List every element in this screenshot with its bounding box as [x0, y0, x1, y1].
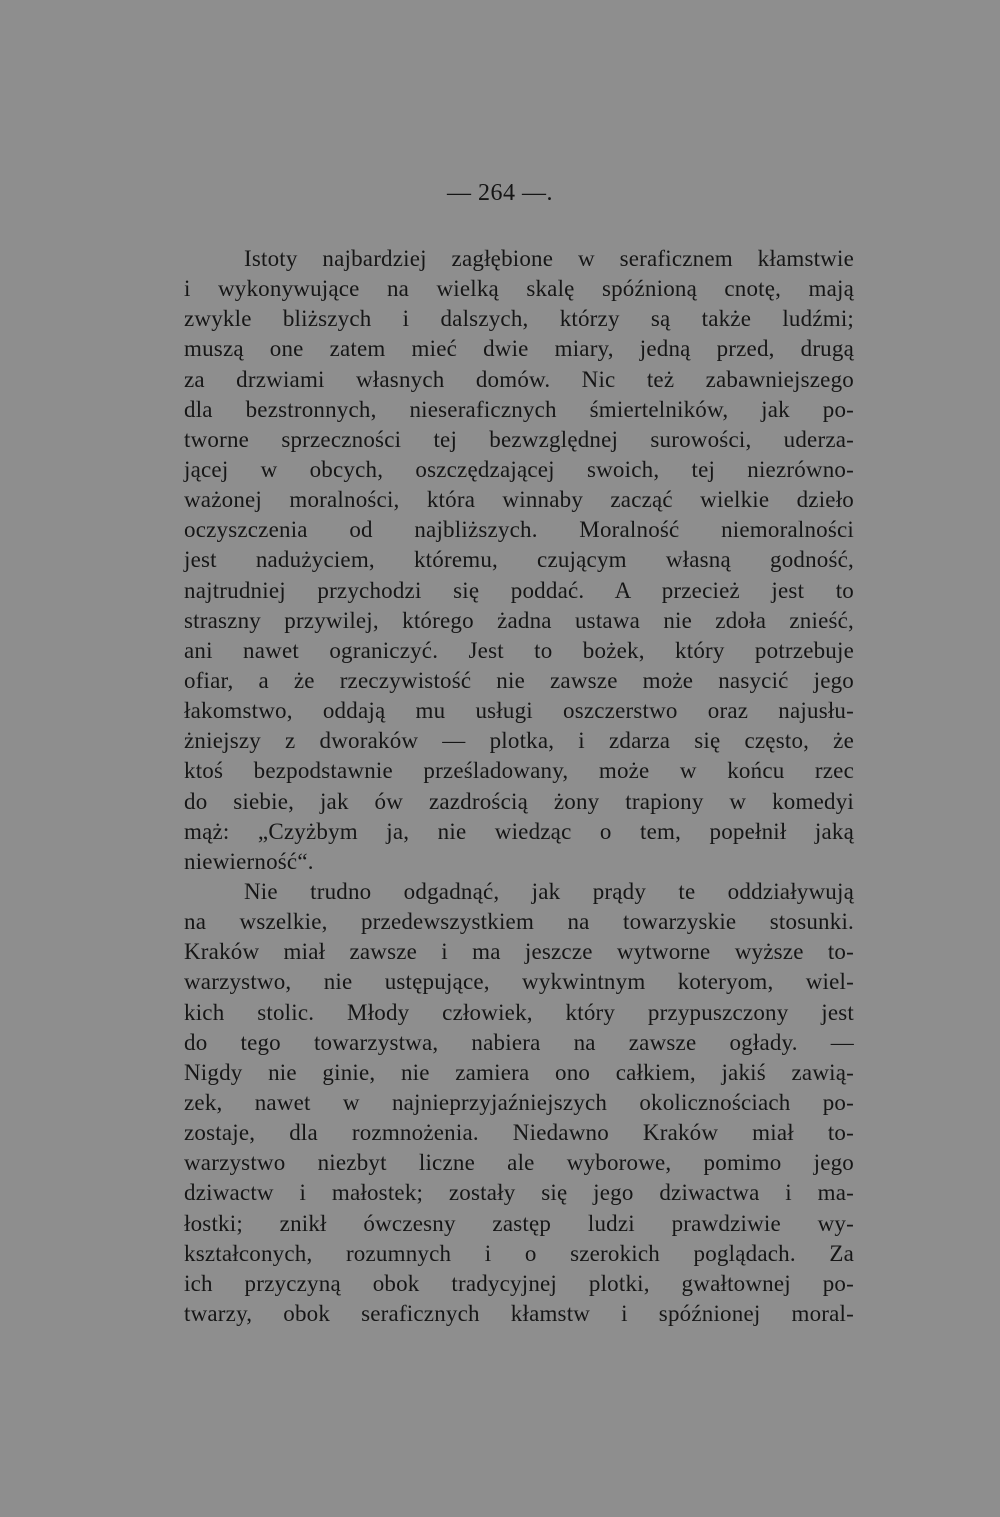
paragraph [184, 244, 854, 877]
text-line: oczyszczenia od najbliższych. Moralność niemoralności [184, 517, 854, 543]
text-line: do tego towarzystwa, nabiera na zawsze ogłady. — [184, 1029, 854, 1055]
text-line: kich stolic. Młody człowiek, który przypuszczony jest [184, 999, 854, 1025]
text-line: warzystwo niezbyt liczne ale wyborowe, pomimo jego [184, 1150, 854, 1176]
text-line: Istoty najbardziej zagłębione w seraficznem kłamstwie [244, 246, 854, 271]
text-line: mąż: „Czyżbym ja, nie wiedząc o tem, popełnił jaką [184, 818, 854, 844]
text-line: Nie trudno odgadnąć, jak prądy te oddziaływują [244, 878, 854, 904]
text-line: Kraków miał zawsze i ma jeszcze wytworne wyższe to- [184, 939, 854, 965]
text-line: na wszelkie, przedewszystkiem na towarzyskie stosunki. [184, 909, 854, 935]
text-line: ich przyczyną obok tradycyjnej plotki, gwałtownej po- [184, 1270, 854, 1296]
text-line: kształconych, rozumnych i o szerokich poglądach. Za [184, 1240, 854, 1266]
text-line: tworne sprzeczności tej bezwzględnej surowości, uderza- [184, 426, 854, 452]
text-line: niewierność“. [184, 848, 314, 874]
text-line: ani nawet ograniczyć. Jest to bożek, który potrzebuje [184, 637, 854, 663]
text-line: zwykle bliższych i dalszych, którzy są także ludźmi; [184, 306, 854, 332]
text-line: ofiar, a że rzeczywistość nie zawsze może nasycić jego [184, 667, 854, 693]
page-number: — 264 —. [447, 180, 553, 206]
text-line: jącej w obcych, oszczędzającej swoich, tej niezrówno- [184, 456, 854, 482]
paragraph [184, 877, 854, 1329]
text-line: łostki; znikł ówczesny zastęp ludzi prawdziwie wy- [184, 1210, 854, 1236]
text-line: łakomstwo, oddają mu usługi oszczerstwo oraz najusłu- [184, 698, 854, 724]
text-line: dziwactw i małostek; zostały się jego dziwactwa i ma- [184, 1180, 854, 1206]
text-line: i wykonywujące na wielką skalę spóźnioną cnotę, mają [184, 276, 854, 302]
text-line: ktoś bezpodstawnie prześladowany, może w końcu rzec [184, 758, 854, 784]
text-line: Nigdy nie ginie, nie zamiera ono całkiem, jakiś zawią- [184, 1059, 854, 1085]
text-line: warzystwo, nie ustępujące, wykwintnym koteryom, wiel- [184, 969, 854, 995]
text-line: ważonej moralności, która winnaby zacząć wielkie dzieło [184, 487, 854, 513]
text-line: jest nadużyciem, któremu, czującym własną godność, [184, 547, 854, 573]
text-line: dla bezstronnych, nieseraficznych śmiertelników, jak po- [184, 396, 854, 422]
text-line: twarzy, obok seraficznych kłamstw i spóźnionej moral- [184, 1300, 854, 1326]
text-line: muszą one zatem mieć dwie miary, jedną przed, drugą [184, 336, 854, 362]
text-line: za drzwiami własnych domów. Nic też zabawniejszego [184, 366, 854, 392]
text-line: żniejszy z dworaków — plotka, i zdarza się często, że [184, 728, 854, 754]
text-line: zek, nawet w najnieprzyjaźniejszych okolicznościach po- [184, 1089, 854, 1115]
text-line: do siebie, jak ów zazdrością żony trapiony w komedyi [184, 788, 854, 814]
text-line: zostaje, dla rozmnożenia. Niedawno Kraków miał to- [184, 1120, 854, 1146]
text-line: straszny przywilej, którego żadna ustawa nie zdoła znieść, [184, 607, 854, 633]
body-text [184, 244, 854, 1329]
text-line: najtrudniej przychodzi się poddać. A przecież jest to [184, 577, 854, 603]
